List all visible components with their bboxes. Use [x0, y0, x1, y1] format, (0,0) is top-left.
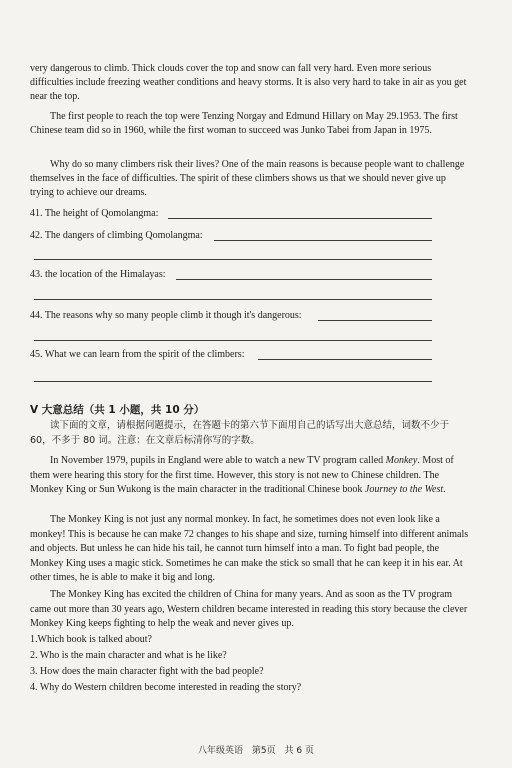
answer-line-44a[interactable]: [318, 320, 432, 321]
program-title: Monkey: [385, 455, 418, 466]
question-45: 45. What we can learn from the spirit of the climbers:: [30, 349, 245, 360]
page-footer: [0, 743, 512, 756]
answer-line-45a[interactable]: [258, 359, 432, 360]
prompt-2: 2. Who is the main character and what is he like?: [30, 650, 227, 661]
paragraph-text: In November 1979, pupils in England were able to watch a new TV program called: [50, 455, 386, 466]
footer-total: 共 6 页: [284, 746, 314, 756]
answer-line-43b[interactable]: [34, 299, 432, 300]
prompt-3: 3. How does the main character fight with the bad people?: [30, 666, 264, 677]
footer-page: 第5页: [251, 746, 276, 756]
summary-paragraph-1: [30, 454, 470, 498]
section-instruction: 读下面的文章，请根据问题提示，在答题卡的第六节下面用自己的话写出大意总结，词数不少于 60，不多于 80 词。注意：在文章后标清你写的字数。: [30, 420, 450, 446]
section-title: V 大意总结（共 1 小题，共 10 分）: [30, 404, 205, 416]
answer-line-45b[interactable]: [34, 381, 432, 382]
passage-paragraph-2: The first people to reach the top were Tenzing Norgay and Edmund Hillary on May 29.1953. The first Chinese team did so in 1960, while the first woman to succeed was Junko Tabei from Japan in 1975.: [30, 111, 458, 137]
passage-paragraph-1: very dangerous to climb. Thick clouds cover the top and snow can fall very hard. Even more serious difficulties include freezing weather conditions and heavy storms. It is also very hard to take in air as you get near the top.: [30, 63, 467, 103]
question-44: 44. The reasons why so many people climb it though it's dangerous:: [30, 310, 302, 321]
answer-line-42a[interactable]: [214, 240, 432, 241]
question-42: 42. The dangers of climbing Qomolangma:: [30, 230, 203, 241]
paragraph-text: .: [443, 484, 446, 496]
answer-line-42b[interactable]: [34, 259, 432, 260]
passage-paragraph-3: Why do so many climbers risk their lives? One of the main reasons is because people want to challenge themselves in the face of difficulties. The spirit of these climbers shows us that we should never give up trying to achieve our dreams.: [30, 159, 465, 199]
question-41: 41. The height of Qomolangma:: [30, 208, 159, 219]
answer-line-41[interactable]: [168, 218, 432, 219]
summary-paragraph-3: The Monkey King has excited the children of China for many years. And as soon as the TV program came out more than 30 years ago, Western children became interested in reading this story because the clever Monkey King keeps fighting to help the weak and never gives up.: [30, 589, 468, 630]
footer-subject: 八年级英语: [198, 746, 244, 756]
prompt-4: 4. Why do Western children become interested in reading the story?: [30, 682, 302, 693]
book-title: Journey to the West: [364, 484, 444, 496]
paragraph-text: . Most of them were hearing this story for the first time. However, this story is not new to Chinese children. The Monkey King or Sun Wukong is the main character in the traditional Chinese book: [30, 455, 454, 496]
summary-paragraph-2: The Monkey King is not just any normal monkey. In fact, he sometimes does not even look like a monkey! This is because he can make 72 changes to his shape and size, turning himself into different animals and objects. But unless he can hide his tail, he cannot turn himself into a man. To fight bad people, the Monkey King uses a magic stick. Sometimes he can make the stick so small that he can keep it in his ear. At other times, he is able to make it big and long.: [30, 514, 469, 584]
answer-line-44b[interactable]: [34, 340, 432, 341]
question-43: 43. the location of the Himalayas:: [30, 269, 166, 280]
prompt-1: 1.Which book is talked about?: [30, 634, 152, 645]
answer-line-43a[interactable]: [176, 279, 432, 280]
